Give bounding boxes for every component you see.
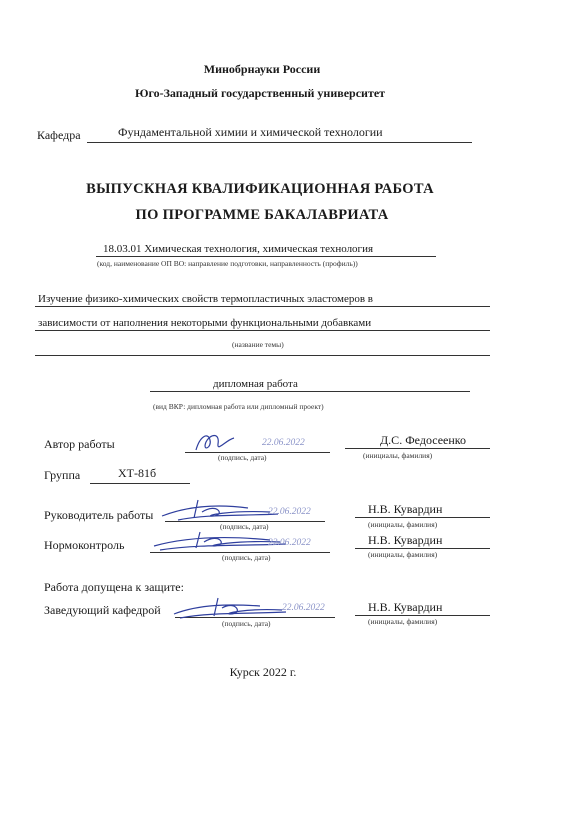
head-of-dept-name-underline: [355, 615, 490, 616]
direction-value: 18.03.01 Химическая технология, химическая технология: [103, 243, 374, 255]
head-of-dept-name: Н.В. Кувардин: [368, 600, 443, 614]
group-underline: [90, 483, 190, 484]
city-year: Курск 2022 г.: [229, 665, 297, 679]
author-name: Д.С. Федосеенко: [380, 433, 467, 447]
author-sign-caption: (подпись, дата): [218, 453, 267, 462]
supervisor-label: Руководитель работы: [44, 508, 154, 522]
normcontrol-sign-date: 22.06.2022: [268, 538, 311, 548]
department-value: Фундаментальной химии и химической технологии: [118, 125, 383, 139]
work-title-line1: ВЫПУСКНАЯ КВАЛИФИКАЦИОННАЯ РАБОТА: [86, 181, 434, 197]
direction-caption: (код, наименование ОП ВО: направление подготовки, направленность (профиль)): [97, 259, 358, 268]
work-type-value: дипломная работа: [213, 378, 298, 390]
group-value: ХТ-81б: [118, 466, 157, 480]
direction-underline: [96, 256, 436, 257]
topic-line1: Изучение физико-химических свойств термопластичных эластомеров в: [38, 293, 373, 305]
author-name-underline: [345, 448, 490, 449]
department-underline: [87, 142, 472, 143]
normcontrol-label: Нормоконтроль: [44, 538, 125, 552]
author-name-caption: (инициалы, фамилия): [363, 451, 433, 460]
head-of-dept-sign-caption: (подпись, дата): [222, 619, 271, 628]
author-label: Автор работы: [44, 437, 115, 451]
admission-text: Работа допущена к защите:: [44, 580, 184, 594]
topic-underline-3: [35, 355, 490, 356]
topic-line2: зависимости от наполнения некоторыми функциональными добавками: [38, 317, 372, 329]
supervisor-sign-date: 22.06.2022: [268, 507, 311, 517]
head-of-dept-name-caption: (инициалы, фамилия): [368, 617, 438, 626]
topic-underline-1: [35, 306, 490, 307]
topic-caption: (название темы): [232, 340, 284, 349]
head-of-dept-sign-date: 22.06.2022: [282, 603, 325, 613]
ministry-name: Минобрнауки России: [203, 62, 321, 76]
topic-underline-2: [35, 330, 490, 331]
normcontrol-name-underline: [355, 548, 490, 549]
normcontrol-name: Н.В. Кувардин: [368, 533, 443, 547]
supervisor-name-underline: [355, 517, 490, 518]
work-title-line2: ПО ПРОГРАММЕ БАКАЛАВРИАТА: [135, 207, 389, 223]
author-sign-date: 22.06.2022: [262, 438, 305, 448]
university-name: Юго-Западный государственный университет: [134, 86, 386, 100]
work-type-underline: [150, 391, 470, 392]
normcontrol-name-caption: (инициалы, фамилия): [368, 550, 438, 559]
supervisor-sign-caption: (подпись, дата): [220, 522, 269, 531]
department-label: Кафедра: [37, 128, 81, 142]
group-label: Группа: [44, 468, 81, 482]
supervisor-name: Н.В. Кувардин: [368, 502, 443, 516]
head-of-dept-label: Заведующий кафедрой: [44, 603, 161, 617]
work-type-caption: (вид ВКР: дипломная работа или дипломный проект): [153, 402, 324, 411]
normcontrol-sign-caption: (подпись, дата): [222, 553, 271, 562]
supervisor-name-caption: (инициалы, фамилия): [368, 520, 438, 529]
